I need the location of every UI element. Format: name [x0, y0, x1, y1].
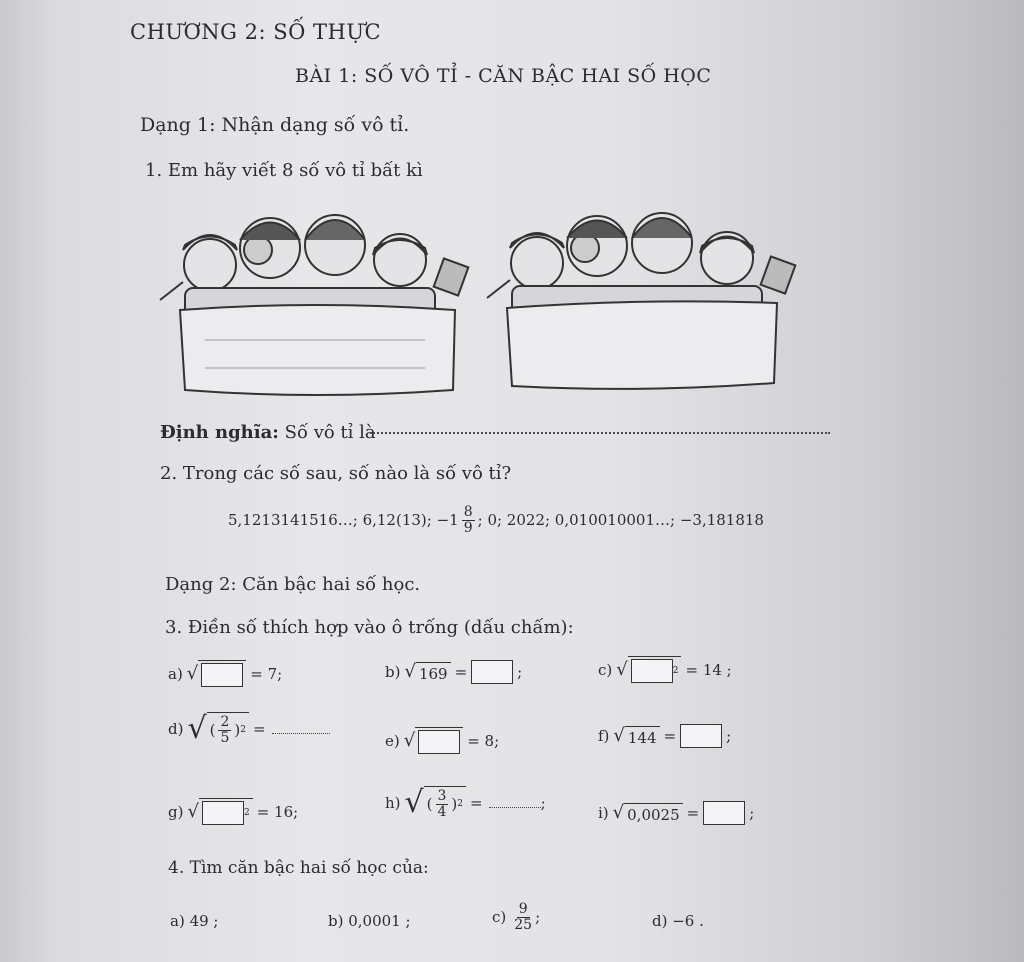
answer-box-i[interactable]	[703, 801, 745, 825]
label-d: d)	[168, 719, 184, 738]
end-h: ;	[540, 793, 546, 812]
lesson-title: BÀI 1: SỐ VÔ TỈ - CĂN BẬC HAI SỐ HỌC	[295, 65, 712, 87]
answer-dots-d[interactable]	[272, 723, 330, 734]
label-c: c)	[598, 660, 613, 679]
definition-text: Số vô tỉ là	[278, 422, 376, 443]
definition-label: Định nghĩa:	[160, 422, 279, 443]
fraction-eight-ninths	[462, 505, 475, 535]
end-b: ;	[517, 663, 523, 681]
answer-box-b[interactable]	[471, 660, 513, 684]
sqrt-sign: √ ( $\frac{3}{4}$ ) 2	[405, 786, 467, 819]
equals-b: =	[454, 663, 468, 681]
exercise-a	[168, 660, 282, 687]
question-2: 2. Trong các số sau, số nào là số vô tỉ?	[160, 463, 512, 484]
answer-box-f[interactable]	[680, 724, 722, 748]
number-list-part-2: ; 0; 2022; 0,010010001…; −3,181818	[477, 511, 764, 530]
question-1: 1. Em hãy viết 8 số vô tỉ bất kì	[145, 160, 423, 181]
sqrt-sign: √ 144	[613, 726, 659, 747]
radicand-b: 169	[416, 662, 451, 683]
rhs-h: =	[470, 793, 483, 812]
chapter-title: CHƯƠNG 2: SỐ THỰC	[130, 20, 382, 44]
label-i: i)	[598, 804, 609, 822]
exponent-c: 2	[672, 666, 679, 676]
fraction-numerator: 8	[463, 504, 473, 520]
equals-i: =	[686, 804, 700, 822]
q4-item-c	[492, 902, 540, 932]
answer-box-c[interactable]	[631, 659, 673, 683]
end-q4-c: ;	[535, 908, 541, 927]
label-e: e)	[385, 731, 400, 750]
exercise-f	[598, 724, 731, 748]
q4-item-a: a) 49 ;	[170, 912, 219, 930]
sqrt-sign: √ 169	[404, 662, 450, 683]
exercise-b	[385, 660, 522, 684]
number-list-part-1: 5,1213141516…; 6,12(13); −1	[228, 511, 459, 530]
q4-item-b: b) 0,0001 ;	[328, 912, 411, 930]
denominator-h: 4	[437, 803, 447, 820]
exercise-i	[598, 801, 754, 825]
exponent-g: 2	[243, 808, 250, 818]
label-f: f)	[598, 727, 610, 745]
sqrt-sign: √ 2	[187, 798, 252, 825]
fraction-nine-25	[514, 902, 532, 932]
rhs-c: = 14 ;	[685, 660, 732, 679]
section-2-title: Dạng 2: Căn bậc hai số học.	[165, 574, 421, 595]
exponent-h: 2	[457, 799, 464, 810]
numerator-q4-c: 9	[518, 901, 528, 917]
question-4: 4. Tìm căn bậc hai số học của:	[168, 858, 429, 878]
sqrt-sign: √	[187, 660, 246, 687]
answer-box-g[interactable]	[202, 801, 244, 825]
q4-item-d: d) −6 .	[652, 912, 704, 930]
number-list	[228, 505, 764, 535]
fraction-denominator: 9	[463, 519, 473, 536]
section-1-title: Dạng 1: Nhận dạng số vô tỉ.	[140, 114, 410, 136]
label-g: g)	[168, 802, 184, 821]
kids-illustration-left	[155, 200, 475, 400]
equals-f: =	[663, 727, 677, 745]
denominator-q4-c: 25	[514, 916, 533, 933]
sqrt-sign: √ 2	[616, 656, 681, 683]
sqrt-sign: √ ( $\frac{2}{5}$ ) 2	[187, 712, 249, 745]
numerator-d: 2	[220, 714, 230, 730]
end-i: ;	[749, 804, 755, 822]
label-b: b)	[385, 663, 401, 681]
definition-blank[interactable]	[370, 432, 830, 434]
exercise-h	[385, 786, 546, 819]
numerator-h: 3	[437, 788, 447, 804]
label-h: h)	[385, 793, 401, 812]
exponent-d: 2	[240, 725, 246, 736]
exercise-d	[168, 712, 330, 745]
rhs-e: = 8;	[467, 731, 500, 750]
denominator-d: 5	[220, 729, 230, 746]
label-q4-c: c)	[492, 908, 507, 927]
answer-dots-h[interactable]	[489, 797, 541, 808]
rhs-g: = 16;	[256, 802, 299, 821]
question-3: 3. Điền số thích hợp vào ô trống (dấu chấm):	[165, 617, 574, 638]
answer-box-e[interactable]	[418, 730, 460, 754]
sqrt-sign: √	[404, 727, 463, 754]
exercise-e	[385, 727, 499, 754]
rhs-a: = 7;	[250, 664, 283, 683]
answer-box-a[interactable]	[201, 663, 243, 687]
definition-line	[160, 422, 376, 443]
rhs-d: =	[252, 719, 266, 738]
radicand-f: 144	[625, 726, 660, 747]
kids-illustration-right	[482, 198, 802, 398]
label-a: a)	[168, 664, 183, 683]
exercise-g	[168, 798, 298, 825]
end-f: ;	[726, 727, 732, 745]
radicand-i: 0,0025	[624, 803, 683, 824]
exercise-c	[598, 656, 732, 683]
sqrt-sign: √ 0,0025	[613, 803, 683, 824]
